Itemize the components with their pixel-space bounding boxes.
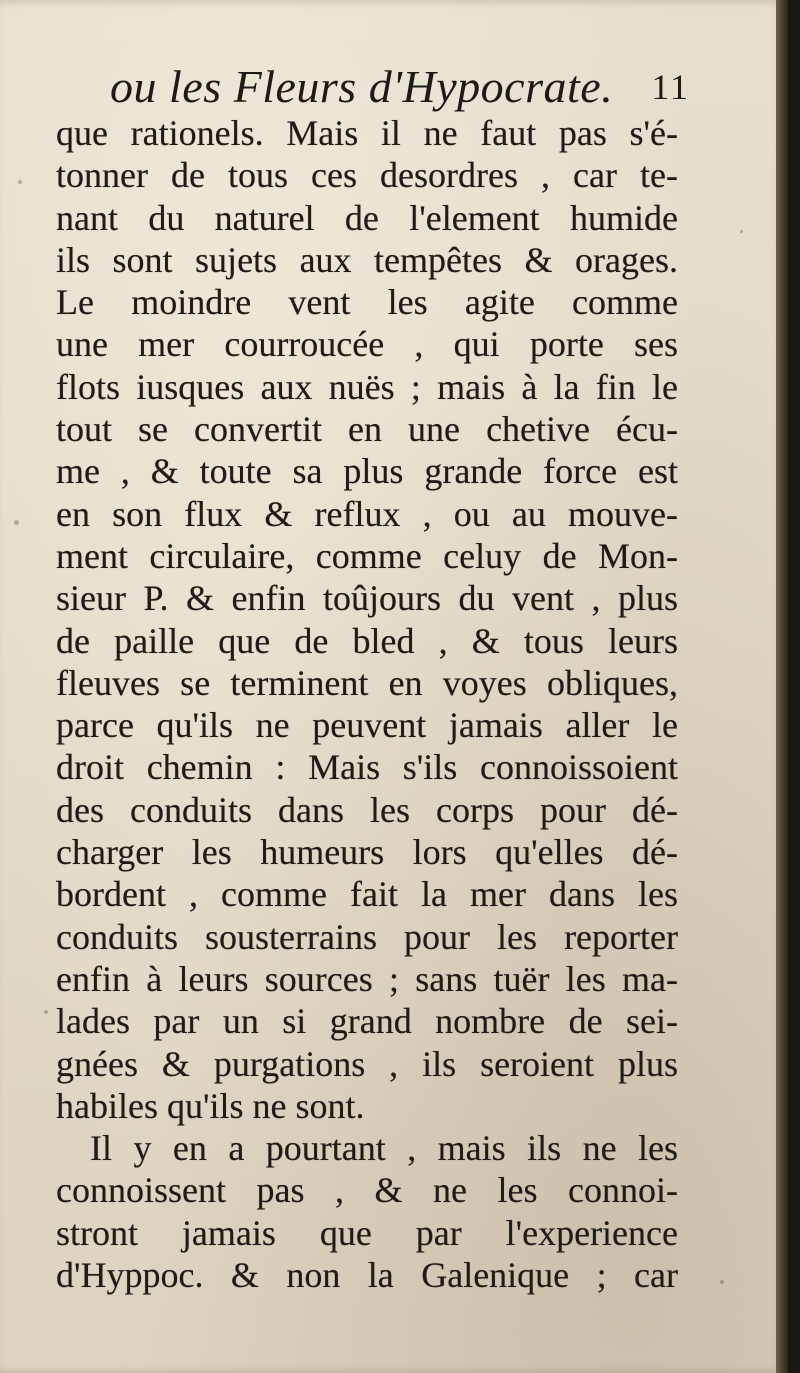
body-text: [56, 112, 678, 1296]
text-line: nant du naturel de l'element humide: [56, 197, 678, 238]
text-line: tonner de tous ces desordres , car te-: [56, 155, 678, 196]
paper-speck: [44, 1010, 48, 1014]
text-line: gnées & purgations , ils seroient plus: [56, 1043, 678, 1084]
running-head-title: ou les Fleurs d'Hypocrate.: [110, 61, 614, 112]
text-line: des conduits dans les corps pour dé-: [56, 789, 678, 830]
text-line: ils sont sujets aux tempêtes & orages.: [56, 239, 678, 280]
text-line: droit chemin : Mais s'ils connoissoient: [56, 747, 678, 788]
text-line: de paille que de bled , & tous leurs: [56, 620, 678, 661]
text-line: Le moindre vent les agite comme: [56, 282, 678, 323]
text-line: une mer courroucée , qui porte ses: [56, 324, 678, 365]
running-head: [110, 60, 690, 120]
text-line: en son flux & reflux , ou au mouve-: [56, 493, 678, 534]
text-line: lades par un si grand nombre de sei-: [56, 1001, 678, 1042]
paper-speck: [740, 230, 743, 233]
text-line: tout se convertit en une chetive écu-: [56, 409, 678, 450]
text-line: charger les humeurs lors qu'elles dé-: [56, 832, 678, 873]
text-line: sieur P. & enfin toûjours du vent , plus: [56, 578, 678, 619]
text-line: me , & toute sa plus grande force est: [56, 451, 678, 492]
page-edge: [776, 0, 788, 1373]
text-line: flots iusques aux nuës ; mais à la fin le: [56, 366, 678, 407]
text-line: bordent , comme fait la mer dans les: [56, 874, 678, 915]
text-line: connoissent pas , & ne les connoi-: [56, 1170, 678, 1211]
page-number: 11: [651, 67, 690, 107]
text-line: fleuves se terminent en voyes obliques,: [56, 662, 678, 703]
text-line: ment circulaire, comme celuy de Mon-: [56, 535, 678, 576]
paper-speck: [720, 1280, 724, 1284]
text-line: que rationels. Mais il ne faut pas s'é-: [56, 113, 678, 153]
text-line: habiles qu'ils ne sont.: [56, 1085, 365, 1126]
text-line: conduits sousterrains pour les reporter: [56, 916, 678, 957]
text-line: enfin à leurs sources ; sans tuër les ma-: [56, 958, 678, 999]
text-line: Il y en a pourtant , mais ils ne les: [90, 1128, 678, 1169]
paper-speck: [18, 180, 22, 184]
text-line: stront jamais que par l'experience: [56, 1212, 678, 1253]
paper-speck: [14, 520, 19, 525]
text-line: d'Hyppoc. & non la Galenique ; car: [56, 1255, 678, 1296]
text-line: parce qu'ils ne peuvent jamais aller le: [56, 705, 678, 746]
